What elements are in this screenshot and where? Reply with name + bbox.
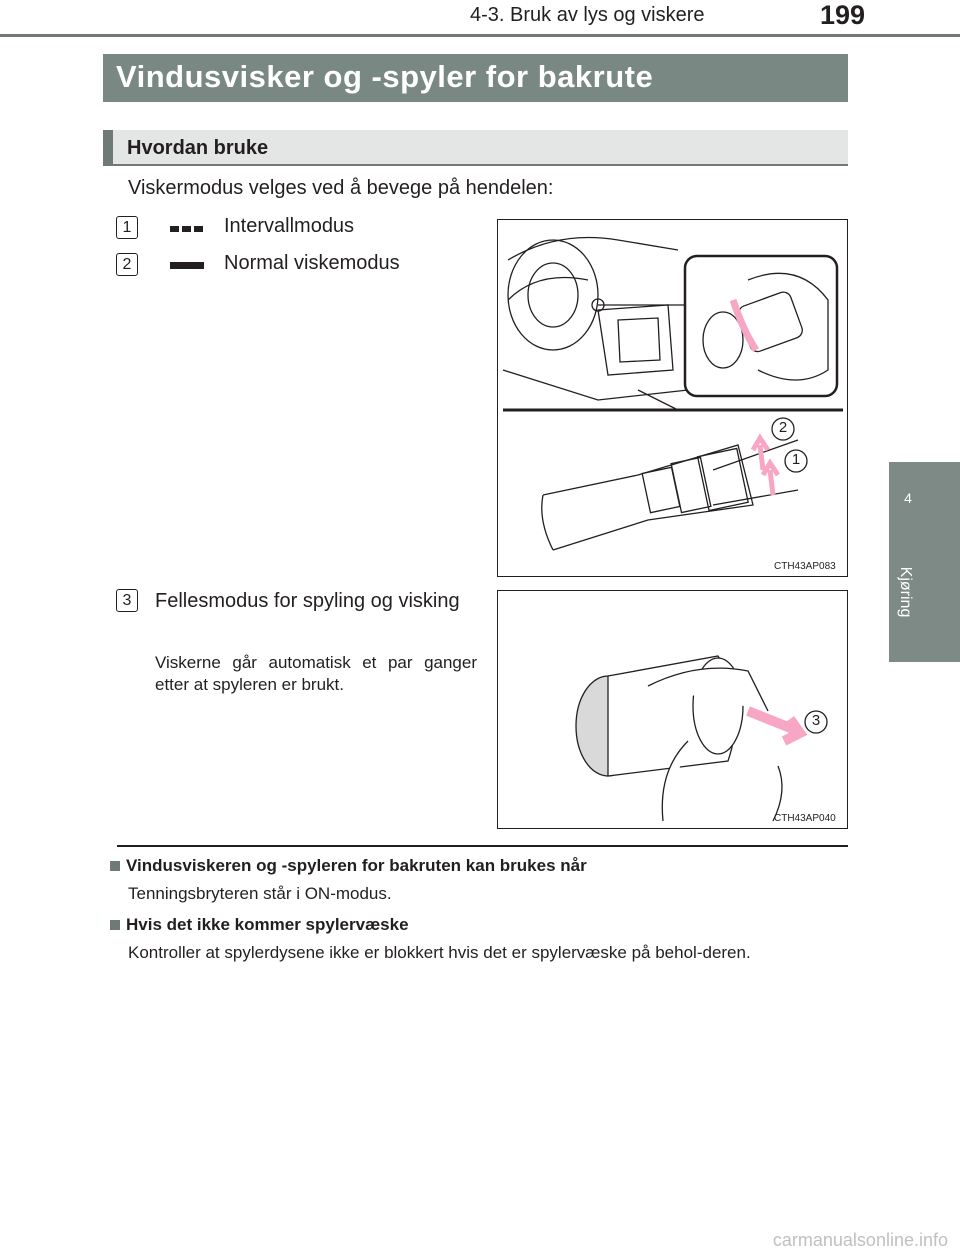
- mode-number-1: 1: [116, 216, 138, 239]
- intro-text: Viskermodus velges ved å bevege på hendelen:: [128, 177, 554, 199]
- note-2-heading: Hvis det ikke kommer spylervæske: [126, 915, 409, 934]
- figure-washer-mode: [497, 590, 848, 829]
- header-divider: [0, 34, 960, 37]
- note-2-body: Kontroller at spylerdysene ikke er blokkert hvis det er spylervæske på behol-deren.: [128, 943, 751, 962]
- notes-divider: [117, 845, 848, 847]
- mode-number-2: 2: [116, 253, 138, 276]
- callout-1: 1: [791, 451, 801, 468]
- note-1-body: Tenningsbryteren står i ON-modus.: [128, 884, 392, 903]
- mode-label-2: Normal viskemodus: [224, 252, 400, 274]
- interval-mode-icon: [170, 226, 204, 232]
- page-title: Vindusvisker og -spyler for bakrute: [116, 59, 654, 94]
- figure-lever-modes: [497, 219, 848, 577]
- mode-3-note: Viskerne går automatisk et par ganger etter at spyleren er brukt.: [155, 653, 477, 694]
- section-breadcrumb: 4-3. Bruk av lys og viskere: [470, 4, 705, 26]
- subtitle-accent: [103, 130, 113, 166]
- page-number: 199: [820, 0, 866, 30]
- note-1: [110, 856, 850, 905]
- washer-illustration: [498, 591, 846, 827]
- note-2: [110, 915, 850, 964]
- normal-mode-icon: [170, 262, 204, 269]
- chapter-tab-label: Kjøring: [897, 566, 914, 618]
- bullet-square-icon: [110, 861, 120, 871]
- chapter-tab-number: 4: [904, 490, 912, 506]
- figure-code: CTH43AP040: [774, 813, 836, 824]
- subtitle: Hvordan bruke: [127, 137, 269, 159]
- note-1-heading: Vindusviskeren og -spyleren for bakruten kan brukes når: [126, 856, 587, 875]
- mode-number-3: 3: [116, 589, 138, 612]
- mode-label-3: Fellesmodus for spyling og visking: [155, 590, 460, 612]
- lever-illustration: [498, 220, 846, 575]
- callout-3: 3: [811, 712, 821, 729]
- callout-2: 2: [778, 419, 788, 436]
- mode-label-1: Intervallmodus: [224, 215, 355, 237]
- figure-code: CTH43AP083: [774, 561, 836, 572]
- footer-watermark[interactable]: carmanualsonline.info: [772, 1230, 948, 1250]
- bullet-square-icon: [110, 920, 120, 930]
